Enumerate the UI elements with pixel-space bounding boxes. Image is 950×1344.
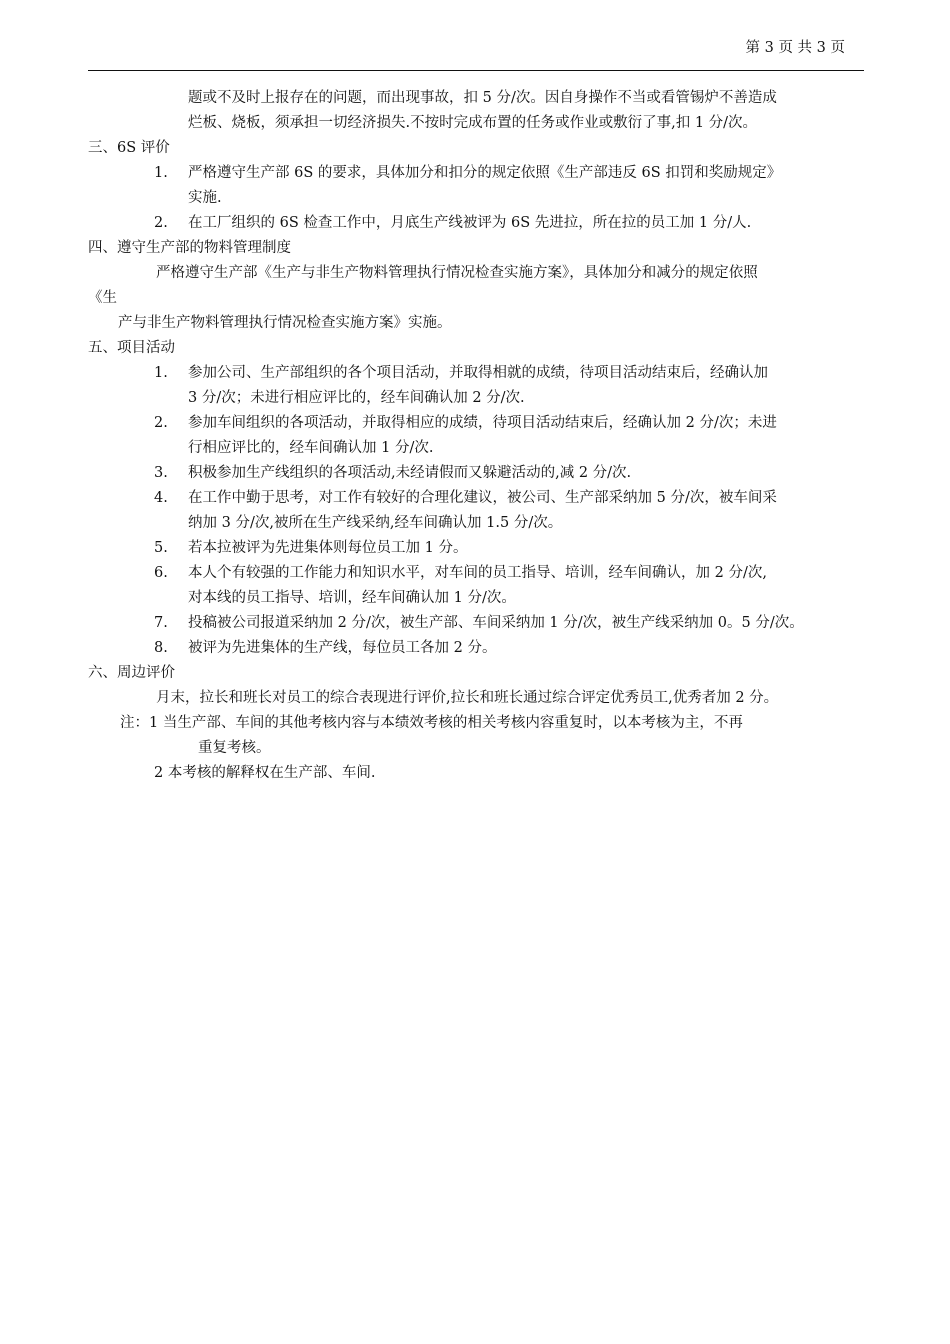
item-text: 3 分/次；未进行相应评比的，经车间确认加 2 分/次. [188, 390, 525, 406]
item-number: 3. [154, 465, 168, 481]
page-number-header: 第 3 页 共 3 页 [745, 40, 845, 56]
list-item [88, 411, 878, 461]
paragraph-line: 月末，拉长和班长对员工的综合表现进行评价,拉长和班长通过综合评定优秀员工,优秀者加 2 分。 [156, 690, 779, 706]
item-number: 1. [154, 365, 168, 381]
item-text: 参加车间组织的各项活动，并取得相应的成绩，待项目活动结束后，经确认加 2 分/次；未进 [188, 415, 777, 431]
item-text: 对本线的员工指导、培训，经车间确认加 1 分/次。 [188, 590, 516, 606]
list-item [88, 561, 878, 611]
item-number: 8. [154, 640, 168, 656]
item-number: 7. [154, 615, 168, 631]
item-text: 参加公司、生产部组织的各个项目活动，并取得相就的成绩，待项目活动结束后，经确认加 [188, 365, 768, 381]
item-text: 若本拉被评为先进集体则每位员工加 1 分。 [188, 540, 468, 556]
paragraph-line: 《生 [88, 290, 117, 306]
item-number: 6. [154, 565, 168, 581]
list-item [88, 361, 878, 411]
item-text: 在工作中勤于思考，对工作有较好的合理化建议，被公司、生产部采纳加 5 分/次，被车间采 [188, 490, 777, 506]
item-number: 2. [154, 215, 168, 231]
continued-line: 烂板、烧板，须承担一切经济损失.不按时完成布置的任务或作业或敷衍了事,扣 1 分/次。 [188, 115, 758, 131]
section-heading-projects: 五、项目活动 [88, 340, 175, 356]
list-item [88, 161, 878, 211]
list-item [88, 611, 878, 636]
section-heading-materials: 四、遵守生产部的物料管理制度 [88, 240, 291, 256]
list-item [88, 486, 878, 536]
item-text: 积极参加生产线组织的各项活动,未经请假而又躲避活动的,减 2 分/次. [188, 465, 632, 481]
item-number: 5. [154, 540, 168, 556]
item-text: 本人个有较强的工作能力和知识水平，对车间的员工指导、培训，经车间确认，加 2 分/次, [188, 565, 767, 581]
note-line: 注：1 当生产部、车间的其他考核内容与本绩效考核的相关考核内容重复时，以本考核为主，不再 [120, 715, 743, 731]
document-body [88, 86, 878, 786]
item-number: 4. [154, 490, 168, 506]
list-item [88, 461, 878, 486]
list-item [88, 536, 878, 561]
section-heading-peer-review: 六、周边评价 [88, 665, 175, 681]
continued-line: 题或不及时上报存在的问题，而出现事故，扣 5 分/次。因自身操作不当或看管锡炉不善造成 [188, 90, 777, 106]
item-text: 投稿被公司报道采纳加 2 分/次，被生产部、车间采纳加 1 分/次，被生产线采纳加 0。5 分/次。 [188, 615, 804, 631]
item-text: 严格遵守生产部 6S 的要求，具体加分和扣分的规定依照《生产部违反 6S 扣罚和奖励规定》 [188, 165, 782, 181]
list-item [88, 636, 878, 661]
item-number: 1. [154, 165, 168, 181]
item-number: 2. [154, 415, 168, 431]
item-text: 实施. [188, 190, 222, 206]
item-text: 在工厂组织的 6S 检查工作中，月底生产线被评为 6S 先进拉，所在拉的员工加 1 分/人. [188, 215, 752, 231]
item-text: 行相应评比的，经车间确认加 1 分/次. [188, 440, 434, 456]
paragraph-line: 产与非生产物料管理执行情况检查实施方案》实施。 [118, 315, 452, 331]
item-text: 被评为先进集体的生产线，每位员工各加 2 分。 [188, 640, 497, 656]
header-rule [88, 70, 864, 71]
note-line: 2 本考核的解释权在生产部、车间. [154, 765, 376, 781]
note-line: 重复考核。 [198, 740, 271, 756]
paragraph-line: 严格遵守生产部《生产与非生产物料管理执行情况检查实施方案》，具体加分和减分的规定依照 [156, 265, 758, 281]
item-text: 纳加 3 分/次,被所在生产线采纳,经车间确认加 1.5 分/次。 [188, 515, 563, 531]
list-item [88, 211, 878, 236]
section-heading-6s: 三、6S 评价 [88, 140, 170, 156]
